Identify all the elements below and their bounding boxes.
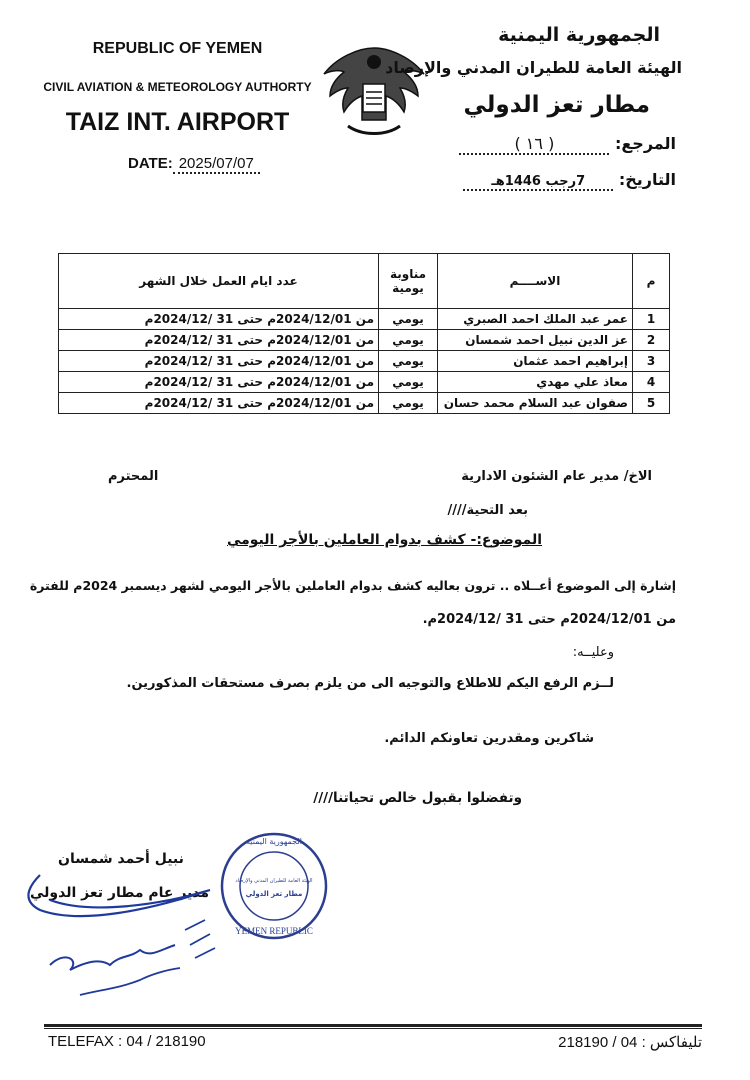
date-value: 2025/07/07 — [173, 155, 260, 174]
hijri-date-value: 7رجب 1446هـ — [463, 174, 613, 191]
col-header-shift: مناوبة يومية — [379, 254, 438, 309]
greeting: بعد التحية//// — [447, 503, 528, 518]
header-ar-date — [463, 170, 676, 191]
header-en-airport: TAIZ INT. AIRPORT — [65, 108, 290, 136]
row-shift: يومي — [379, 393, 438, 414]
table-row — [59, 372, 670, 393]
footer-rule-thin — [44, 1028, 702, 1029]
row-num: 2 — [633, 330, 670, 351]
col-header-num: م — [633, 254, 670, 309]
row-num: 5 — [633, 393, 670, 414]
honorific: المحترم — [108, 469, 159, 484]
table-row — [59, 393, 670, 414]
row-shift: يومي — [379, 351, 438, 372]
table-row — [59, 351, 670, 372]
stamp-center-line-1: الهيئة العامة للطيران المدني والإرصاد — [235, 878, 313, 884]
stamp-top-text: الجمهورية اليمنية — [245, 837, 303, 846]
row-days: من 2024/12/01م حتى 31 /2024/12م — [59, 330, 379, 351]
row-name: معاذ علي مهدي — [438, 372, 633, 393]
addressee: الاخ/ مدير عام الشئون الادارية — [461, 469, 652, 484]
thanks-text: شاكرين ومقدرين تعاونكم الدائم. — [384, 731, 594, 746]
footer-telefax-ar: تليفاكس : 04 / 218190 — [558, 1034, 702, 1051]
header-en-authority: CIVIL AVIATION & METEOROLOGY AUTHORTY — [43, 80, 312, 94]
table-row — [59, 330, 670, 351]
table-row — [59, 309, 670, 330]
header-ar-airport: مطار تعز الدولي — [463, 92, 650, 118]
row-days: من 2024/12/01م حتى 31 /2024/12م — [59, 309, 379, 330]
stamp-center-line-2: مطار تعز الدولي — [245, 890, 303, 898]
header-en-country: REPUBLIC OF YEMEN — [92, 40, 263, 57]
table-header-row — [59, 254, 670, 309]
row-shift: يومي — [379, 330, 438, 351]
row-days: من 2024/12/01م حتى 31 /2024/12م — [59, 393, 379, 414]
row-num: 4 — [633, 372, 670, 393]
therefore-label: وعليــه: — [572, 645, 614, 660]
request-text: لــزم الرفع اليكم للاطلاع والتوجيه الى من يلزم بصرف مستحقات المذكورين. — [126, 676, 614, 691]
row-name: عز الدين نبيل احمد شمسان — [438, 330, 633, 351]
hijri-date-label: التاريخ: — [618, 170, 676, 189]
closing-text: وتفضلوا بقبول خالص تحياتنا//// — [313, 790, 522, 806]
signatory-name: نبيل أحمد شمسان — [58, 851, 184, 867]
header-ar-authority: الهيئة العامة للطيران المدني والإرصاد — [385, 58, 682, 77]
row-name: صفوان عبد السلام محمد حسان — [438, 393, 633, 414]
header-ar-country: الجمهورية اليمنية — [498, 24, 660, 46]
paragraph-line-1: إشارة إلى الموضوع أعــلاه .. ترون بعاليه كشف بدوام العاملين بالأجر اليومي لشهر ديسمبر 2024م للفترة — [29, 578, 676, 593]
row-name: عمر عبد الملك احمد الصبري — [438, 309, 633, 330]
row-name: إبراهيم احمد عثمان — [438, 351, 633, 372]
row-days: من 2024/12/01م حتى 31 /2024/12م — [59, 372, 379, 393]
row-shift: يومي — [379, 372, 438, 393]
yemen-eagle-emblem — [318, 40, 430, 140]
stamp-bottom-text: YEMEN REPUBLIC — [235, 926, 313, 936]
col-header-days: عدد ايام العمل خلال الشهر — [59, 254, 379, 309]
paragraph-line-2: من 2024/12/01م حتى 31 /2024/12م. — [422, 612, 676, 627]
footer-rule — [44, 1024, 702, 1027]
workers-table — [58, 253, 670, 414]
official-stamp — [218, 830, 330, 942]
handwritten-signature — [10, 830, 240, 1010]
ref-value: ( ١٦ ) — [459, 134, 609, 155]
subject: الموضوع:- كشف بدوام العاملين بالأجر اليومي — [226, 532, 542, 548]
date-label: DATE: — [128, 155, 173, 172]
row-shift: يومي — [379, 309, 438, 330]
row-days: من 2024/12/01م حتى 31 /2024/12م — [59, 351, 379, 372]
header-en-date — [128, 155, 260, 172]
row-num: 3 — [633, 351, 670, 372]
col-header-name: الاســــم — [438, 254, 633, 309]
row-num: 1 — [633, 309, 670, 330]
header-ar-ref — [459, 134, 676, 155]
footer-telefax-en: TELEFAX : 04 / 218190 — [48, 1033, 206, 1050]
ref-label: المرجع: — [614, 134, 676, 153]
signatory-title: مدير عام مطار تعز الدولي — [30, 885, 210, 901]
